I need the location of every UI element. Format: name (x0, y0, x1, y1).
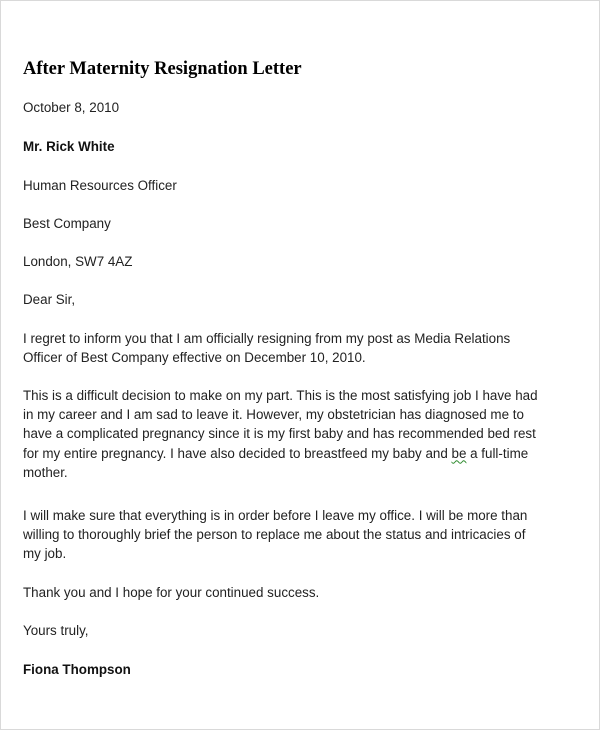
paragraph-line: my job. (23, 546, 67, 562)
paragraph-line: willing to thoroughly brief the person to replace me about the status and intricacies of (23, 527, 526, 543)
paragraph-reason (23, 386, 583, 482)
spellcheck-flagged-word: be (451, 445, 467, 461)
paragraph-line: I regret to inform you that I am officially resigning from my post as Media Relations (23, 331, 511, 346)
paragraph-resignation (23, 329, 583, 367)
recipient-company: Best Company (23, 216, 111, 231)
paragraph-line: I will make sure that everything is in order before I leave my office. I will be more than (23, 508, 528, 523)
paragraph-line: This is a difficult decision to make on my part. This is the most satisfying job I have had (23, 388, 538, 403)
paragraph-line: mother. (23, 464, 68, 480)
paragraph-line: have a complicated pregnancy since it is my first baby and has recommended bed rest (23, 426, 536, 442)
recipient-name: Mr. Rick White (23, 139, 115, 154)
paragraph-line (23, 444, 583, 463)
paragraph-text: a full-time (466, 445, 529, 461)
paragraph-line: Officer of Best Company effective on December 10, 2010. (23, 350, 366, 366)
paragraph-text: for my entire pregnancy. I have also decided to breastfeed my baby and (23, 445, 452, 461)
recipient-position: Human Resources Officer (23, 178, 177, 193)
letter-title: After Maternity Resignation Letter (23, 59, 302, 79)
recipient-address: London, SW7 4AZ (23, 254, 133, 269)
letter-date: October 8, 2010 (23, 100, 120, 115)
sender-name: Fiona Thompson (23, 662, 131, 677)
paragraph-line: in my career and I am sad to leave it. However, my obstetrician has diagnosed me to (23, 407, 524, 423)
salutation: Dear Sir, (23, 292, 76, 307)
valediction: Yours truly, (23, 623, 89, 638)
closing-line: Thank you and I hope for your continued success. (23, 585, 320, 600)
paragraph-transition (23, 506, 583, 564)
